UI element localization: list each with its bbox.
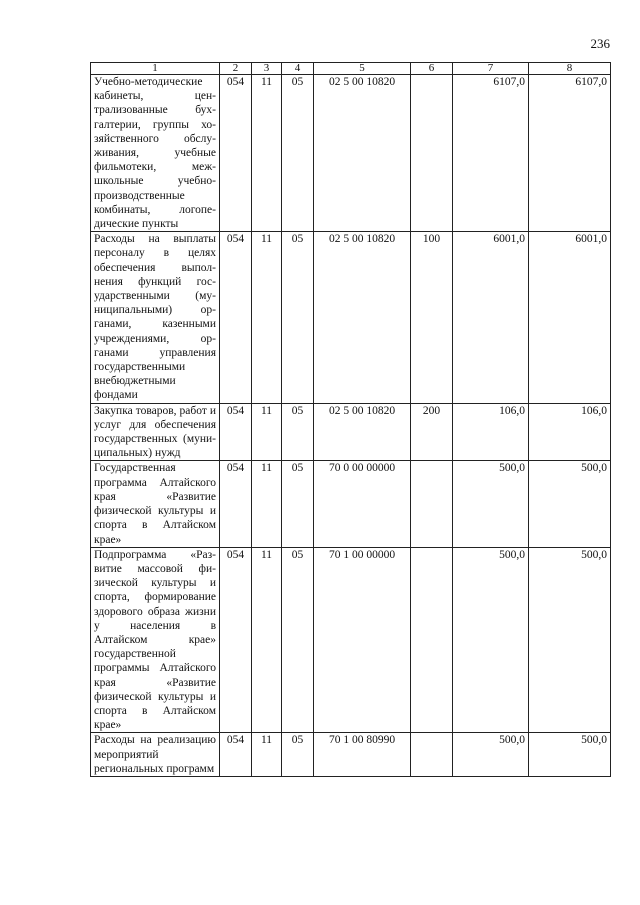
row-target-code: 02 5 00 10820 — [314, 403, 411, 461]
table-header — [91, 63, 611, 75]
row-amount-1: 106,0 — [453, 403, 529, 461]
row-amount-2: 6001,0 — [529, 232, 611, 403]
table-row — [91, 461, 611, 547]
row-description: Государственная программа Алтайского края «Развитие физической культуры и спорта в Алтайском крае» — [91, 461, 220, 547]
row-expense-type: 200 — [411, 403, 453, 461]
table-row — [91, 232, 611, 403]
row-description: Учебно-методические кабинеты, централизованные бухгалтерии, группы хозяйственного обслуживания, учебные фильмотеки, межшкольные учебно-производственные комбинаты, логопедические пункты — [91, 75, 220, 232]
row-amount-2: 500,0 — [529, 461, 611, 547]
row-amount-1: 500,0 — [453, 733, 529, 777]
row-amount-2: 106,0 — [529, 403, 611, 461]
row-section: 11 — [252, 461, 282, 547]
column-header: 8 — [529, 63, 611, 75]
row-admin-code: 054 — [220, 547, 252, 733]
row-amount-1: 500,0 — [453, 461, 529, 547]
row-description: Расходы на выплаты персоналу в целях обеспечения выполнения функций государственными (муниципальными) органами, казенными учреждениями, органами управления государственными внебюджетными фондами — [91, 232, 220, 403]
column-header: 7 — [453, 63, 529, 75]
row-amount-2: 6107,0 — [529, 75, 611, 232]
column-header: 4 — [282, 63, 314, 75]
row-description: Подпрограмма «Развитие массовой физической культуры и спорта, формирование здорового образа жизни у населения в Алтайском крае» государственной программы Алтайского края «Развитие физической культуры и спорта в Алтайском крае» — [91, 547, 220, 733]
row-description: Закупка товаров, работ и услуг для обеспечения государственных (муниципальных) нужд — [91, 403, 220, 461]
page-number: 236 — [590, 36, 610, 51]
table-row — [91, 403, 611, 461]
row-section: 11 — [252, 547, 282, 733]
row-amount-1: 6001,0 — [453, 232, 529, 403]
row-admin-code: 054 — [220, 733, 252, 777]
column-header: 6 — [411, 63, 453, 75]
row-expense-type — [411, 733, 453, 777]
row-target-code: 02 5 00 10820 — [314, 75, 411, 232]
row-expense-type — [411, 75, 453, 232]
row-target-code: 02 5 00 10820 — [314, 232, 411, 403]
column-header: 3 — [252, 63, 282, 75]
row-amount-1: 6107,0 — [453, 75, 529, 232]
row-section: 11 — [252, 75, 282, 232]
column-header: 5 — [314, 63, 411, 75]
row-amount-2: 500,0 — [529, 547, 611, 733]
row-section: 11 — [252, 403, 282, 461]
row-subsection: 05 — [282, 461, 314, 547]
budget-table — [90, 62, 611, 777]
table-row — [91, 733, 611, 777]
row-section: 11 — [252, 232, 282, 403]
row-subsection: 05 — [282, 733, 314, 777]
row-amount-2: 500,0 — [529, 733, 611, 777]
row-target-code: 70 1 00 80990 — [314, 733, 411, 777]
row-admin-code: 054 — [220, 403, 252, 461]
row-expense-type — [411, 547, 453, 733]
row-target-code: 70 1 00 00000 — [314, 547, 411, 733]
table-body — [91, 75, 611, 777]
table-row — [91, 75, 611, 232]
row-subsection: 05 — [282, 232, 314, 403]
column-header: 1 — [91, 63, 220, 75]
row-admin-code: 054 — [220, 232, 252, 403]
row-subsection: 05 — [282, 547, 314, 733]
header-row — [91, 63, 611, 75]
row-subsection: 05 — [282, 403, 314, 461]
row-description: Расходы на реализацию мероприятий региональных программ — [91, 733, 220, 777]
row-expense-type: 100 — [411, 232, 453, 403]
table-row — [91, 547, 611, 733]
row-target-code: 70 0 00 00000 — [314, 461, 411, 547]
row-admin-code: 054 — [220, 461, 252, 547]
row-amount-1: 500,0 — [453, 547, 529, 733]
row-subsection: 05 — [282, 75, 314, 232]
row-admin-code: 054 — [220, 75, 252, 232]
column-header: 2 — [220, 63, 252, 75]
row-section: 11 — [252, 733, 282, 777]
row-expense-type — [411, 461, 453, 547]
